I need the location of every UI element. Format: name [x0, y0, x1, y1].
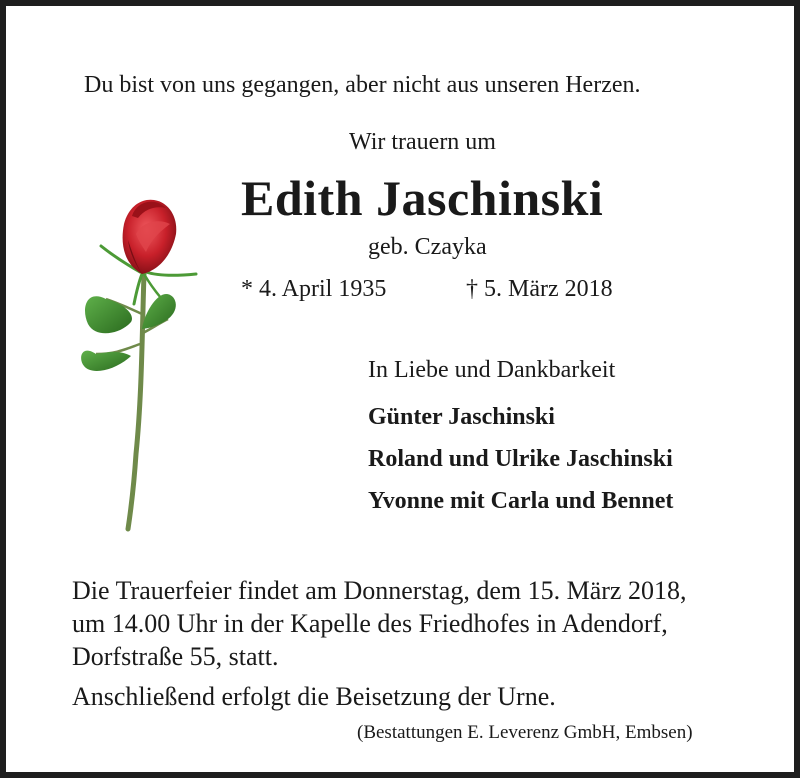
death-date: † 5. März 2018 — [466, 276, 613, 302]
greeting: In Liebe und Dankbarkeit — [368, 357, 616, 383]
undertaker-credit: (Bestattungen E. Leverenz GmbH, Embsen) — [357, 722, 693, 743]
burial-info-line: Anschließend erfolgt die Beisetzung der Urne. — [72, 682, 556, 711]
birth-date: * 4. April 1935 — [241, 276, 387, 302]
rose-icon — [76, 194, 206, 534]
funeral-info-line: um 14.00 Uhr in der Kapelle des Friedhofes in Adendorf, — [72, 609, 668, 638]
mourner: Günter Jaschinski — [368, 404, 555, 430]
motto: Du bist von uns gegangen, aber nicht aus unseren Herzen. — [84, 72, 641, 98]
deceased-name: Edith Jaschinski — [241, 170, 604, 226]
mourner: Yvonne mit Carla und Bennet — [368, 488, 674, 514]
funeral-info-line: Die Trauerfeier findet am Donnerstag, dem 15. März 2018, — [72, 576, 687, 605]
funeral-info-line: Dorfstraße 55, statt. — [72, 642, 279, 671]
intro-line: Wir trauern um — [349, 129, 496, 155]
mourner: Roland und Ulrike Jaschinski — [368, 446, 673, 472]
birth-name: geb. Czayka — [368, 234, 487, 260]
